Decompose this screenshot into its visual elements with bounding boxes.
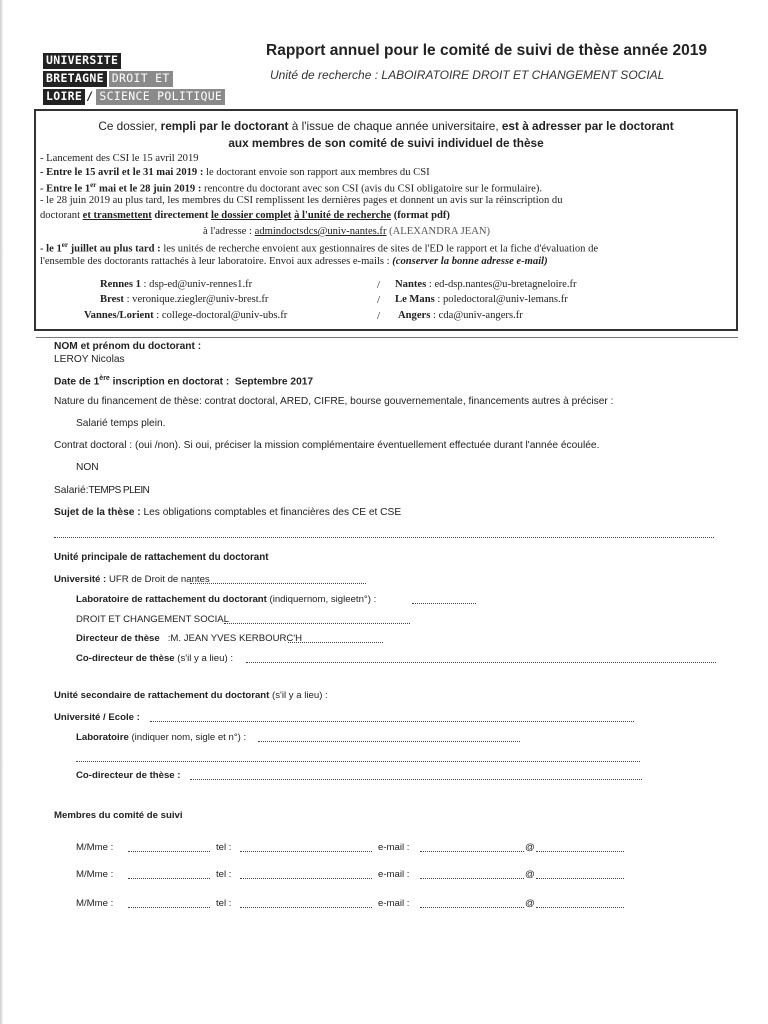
member-email-input[interactable] (420, 878, 524, 879)
logo-line3a: LOIRE (43, 89, 85, 105)
financement-value[interactable]: Salarié temps plein. (76, 418, 166, 429)
salarie-value[interactable]: TEMPS PLEIN (88, 485, 150, 496)
labo2-input-line2[interactable] (76, 761, 640, 762)
box-line-1: - Lancement des CSI le 15 avril 2019 (40, 153, 199, 164)
contrat-label: Contrat doctoral : (oui /non). Si oui, préciser la mission complémentaire éventuellement effectuée durant l'année écoulée. (54, 440, 600, 451)
name-label: NOM et prénom du doctorant : (54, 341, 202, 352)
unite-principale-heading: Unité principale de rattachement du doctorant (54, 552, 269, 563)
box-intro: Ce dossier, rempli par le doctorant à l'issue de chaque année universitaire, est à adresser par le doctorant (98, 119, 674, 133)
name-value[interactable]: LEROY Nicolas (54, 354, 125, 365)
box-line-5: doctorant et transmettent directement le dossier complet à l'unité de recherche (format pdf) (40, 210, 450, 221)
sujet-row: Sujet de la thèse : Les obligations comptables et financières des CE et CSE (54, 507, 402, 518)
contrat-value[interactable]: NON (76, 462, 99, 473)
labo2-input[interactable] (258, 741, 520, 742)
universite-row: Université : UFR de Droit de nantes (54, 574, 210, 585)
universite-dots (190, 583, 366, 584)
univ-ecole-input[interactable] (150, 721, 634, 722)
member-email-domain-input[interactable] (536, 851, 624, 852)
address-lemans: Le Mans : poledoctoral@univ-lemans.fr (395, 294, 568, 305)
codir-input[interactable] (246, 662, 716, 663)
member-email-input[interactable] (420, 907, 524, 908)
financement-label: Nature du financement de thèse: contrat doctoral, ARED, CIFRE, bourse gouvernementale, financements autres à préciser : (54, 396, 614, 407)
member-name-input[interactable] (128, 878, 210, 879)
university-logo: UNIVERSITE BRETAGNE DROIT ET LOIRE / SCIENCE POLITIQUE (43, 52, 225, 106)
labo-value-dots (224, 623, 410, 624)
directeur-row: Directeur de thèse :M. JEAN YVES KERBOURC'H (76, 633, 303, 644)
logo-line1: UNIVERSITE (43, 53, 121, 69)
unite-secondaire-row: Unité secondaire de rattachement du doctorant (s'il y a lieu) : (54, 690, 328, 701)
address-vannes: Vannes/Lorient : college-doctoral@univ-ubs.fr (84, 310, 288, 321)
box-line-4: - le 28 juin 2019 au plus tard, les membres du CSI remplissent les dernières pages et donnent un avis sur la réinscription du (40, 195, 563, 206)
box-line-6: à l'adresse : admindoctsdcs@univ-nantes.fr (ALEXANDRA JEAN) (203, 226, 491, 237)
logo-line2a: BRETAGNE (43, 71, 107, 87)
address-separator: / (377, 310, 381, 322)
box-line-7: - le 1er juillet au plus tard : les unités de recherche envoient aux gestionnaires de sites de l'ED le rapport et la fiche d'évaluation de (40, 241, 599, 255)
member-tel-input[interactable] (240, 907, 372, 908)
universite-value[interactable]: UFR de Droit de nantes (108, 574, 210, 585)
directeur-dots (288, 642, 383, 643)
member-name-input[interactable] (128, 907, 210, 908)
address-separator: / (377, 279, 381, 291)
sujet-dotted-line (54, 537, 714, 538)
labo-row: Laboratoire de rattachement du doctorant (indiquernom, sigleetn°) : (76, 594, 377, 605)
address-rennes: Rennes 1 : dsp-ed@univ-rennes1.fr (100, 279, 253, 290)
member-email-domain-input[interactable] (536, 907, 624, 908)
page-subtitle: Unité de recherche : LABOIRATOIRE DROIT ET CHANGEMENT SOCIAL (270, 68, 665, 82)
member-email-domain-input[interactable] (536, 878, 624, 879)
member-tel-input[interactable] (240, 878, 372, 879)
codir2-label: Co-directeur de thèse : (76, 770, 181, 781)
admin-email-link[interactable]: admindoctsdcs@univ-nantes.fr (254, 226, 387, 237)
labo-dots (412, 603, 476, 604)
box-line-8: l'ensemble des doctorants rattachés à leur laboratoire. Envoi aux adresses e-mails : (conserver la bonne adresse e-mail) (40, 256, 548, 267)
univ-ecole-label: Université / Ecole : (54, 712, 140, 723)
codir2-input[interactable] (190, 779, 642, 780)
logo-line2b: DROIT ET (109, 71, 173, 87)
box-line-3: - Entre le 1er mai et le 28 juin 2019 : rencontre du doctorant avec son CSI (avis du CSI obligatoire sur le formulaire). (40, 181, 543, 195)
sujet-value[interactable]: Les obligations comptables et financières des CE et CSE (143, 507, 402, 518)
first-enrollment-row: Date de 1ère inscription en doctorat : Septembre 2017 (54, 375, 314, 388)
address-angers: Angers : cda@univ-angers.fr (398, 310, 523, 321)
separator-line (36, 337, 738, 338)
membres-heading: Membres du comité de suivi (54, 810, 183, 821)
salarie-row: Salarié:TEMPS PLEIN (54, 485, 150, 496)
page-title: Rapport annuel pour le comité de suivi de thèse année 2019 (266, 42, 708, 59)
labo2-row: Laboratoire (indiquer nom, sigle et n°) : (76, 732, 247, 743)
member-email-input[interactable] (420, 851, 524, 852)
logo-line3b: SCIENCE POLITIQUE (96, 89, 225, 105)
box-intro-line2: aux membres de son comité de suivi individuel de thèse (228, 136, 544, 150)
member-name-input[interactable] (128, 851, 210, 852)
codir-row: Co-directeur de thèse (s'il y a lieu) : (76, 653, 233, 664)
scan-edge (0, 0, 3, 1024)
member-tel-input[interactable] (240, 851, 372, 852)
address-brest: Brest : veronique.ziegler@univ-brest.fr (100, 294, 269, 305)
first-enrollment-value[interactable]: Septembre 2017 (234, 376, 314, 388)
box-line-2: - Entre le 15 avril et le 31 mai 2019 : le doctorant envoie son rapport aux membres du CSI (40, 167, 430, 178)
address-nantes: Nantes : ed-dsp.nantes@u-bretagneloire.fr (395, 279, 577, 290)
labo-value[interactable]: DROIT ET CHANGEMENT SOCIAL (76, 614, 229, 625)
address-separator: / (377, 294, 381, 306)
directeur-value[interactable]: :M. JEAN YVES KERBOURC'H (167, 633, 303, 644)
